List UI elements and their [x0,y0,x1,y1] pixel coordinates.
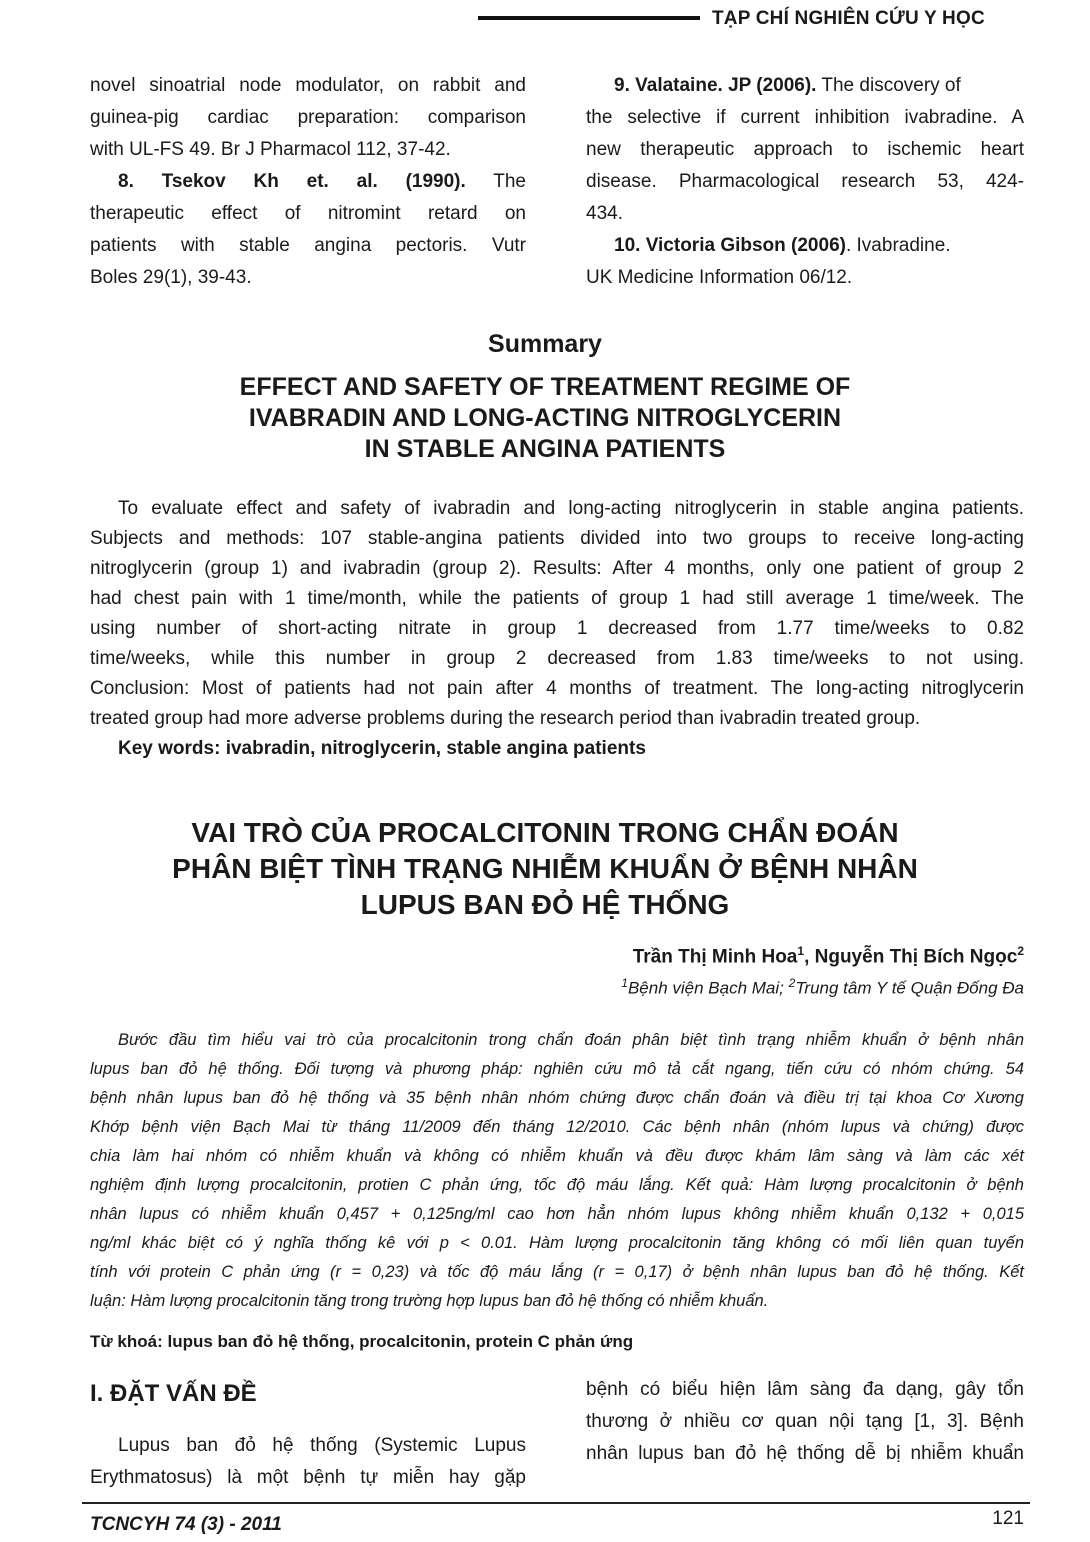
ref-authors: 8. Tsekov Kh et. al. (1990). [118,171,466,192]
ref-line: with UL-FS 49. Br J Pharmacol 112, 37-42. [90,139,451,160]
affiliation: Trung tâm Y tế Quận Đống Đa [795,978,1024,998]
body-left-column [90,1430,526,1494]
abstract-line: treated group had more adverse problems during the research period than ivabradin treated group. [90,708,921,729]
ref-line: 434. [586,203,623,224]
page-number: 121 [992,1508,1024,1529]
body-line: Lupus ban đỏ hệ thống (Systemic Lupus [118,1435,526,1456]
ref-authors: 10. Victoria Gibson (2006) [614,235,846,256]
author-separator: , [804,946,815,968]
header-rule [478,16,700,20]
abstract-line: bệnh nhân lupus ban đỏ hệ thống và 35 bệnh nhân nhóm chứng được chẩn đoán và điều trị tại khoa Cơ Xương [90,1089,1024,1107]
affiliation-marker: 1 [797,944,805,958]
abstract-line: using number of short-acting nitrate in group 1 decreased from 1.77 time/weeks to 0.82 [90,618,1024,639]
references-right [586,70,1024,294]
body-line: bệnh có biểu hiện lâm sàng đa dạng, gây tổn [586,1379,1024,1400]
affiliation: Bệnh viện Bạch Mai; [627,978,789,998]
title-line: IN STABLE ANGINA PATIENTS [364,435,726,463]
author-name: Trần Thị Minh Hoa [632,946,798,968]
abstract-line: Subjects and methods: 107 stable-angina patients divided into two groups to receive long-acting [90,528,1024,549]
abstract-line: time/weeks, while this number in group 2 decreased from 1.83 time/weeks to not using. [90,648,1024,669]
ref-line: new therapeutic approach to ischemic heart [586,139,1024,160]
ref-line [586,70,1024,102]
ref-authors: 9. Valataine. JP (2006). [614,75,817,96]
title-line: LUPUS BAN ĐỎ HỆ THỐNG [360,889,730,920]
ref-text: The [465,171,526,192]
section-heading: I. ĐẶT VẤN ĐỀ [90,1380,257,1407]
title-line: EFFECT AND SAFETY OF TREATMENT REGIME OF [239,373,851,401]
journal-header: TẠP CHÍ NGHIÊN CỨU Y HỌC [712,8,985,29]
article-title [0,815,1090,923]
ref-line: disease. Pharmacological research 53, 424- [586,171,1024,192]
reference-9 [586,70,1024,230]
affiliation-marker: 1 [621,976,628,990]
article-affiliations [621,976,1024,999]
article-keywords: Từ khoá: lupus ban đỏ hệ thống, procalcitonin, protein C phản ứng [90,1332,634,1351]
reference-8 [90,166,526,294]
body-line: Erythmatosus) là một bệnh tự miễn hay gặp [90,1467,526,1488]
affiliation-marker: 2 [788,976,796,990]
abstract-line: had chest pain with 1 time/month, while the patients of group 1 had still average 1 time/week. The [90,588,1024,609]
title-line: VAI TRÒ CỦA PROCALCITONIN TRONG CHẨN ĐOÁN [191,817,899,848]
ref-text: . Ivabradine. [845,235,951,256]
abstract-line: nitroglycerin (group 1) and ivabradin (group 2). Results: After 4 months, only one patient of group 2 [90,558,1024,579]
abstract-line: chia làm hai nhóm có nhiễm khuẩn và không có nhiễm khuẩn và đều được khám lâm sàng và làm các xét [90,1147,1024,1165]
ref-line: Boles 29(1), 39-43. [90,267,252,288]
abstract-line: tính với protein C phản ứng (r = 0,23) và tốc độ máu lắng (r = 0,17) ở bệnh nhân lupus ban đỏ hệ thống. Kết [90,1263,1024,1281]
article-abstract [90,1026,1024,1316]
affiliation-marker: 2 [1017,944,1024,958]
abstract-line: nhân lupus có nhiễm khuẩn 0,457 + 0,125ng/ml cao hơn hẳn nhóm lupus không nhiễm khuẩn 0,132 + 0,015 [90,1205,1024,1223]
ref-text: The discovery of [816,75,961,96]
abstract-line: nghiệm định lượng procalcitonin, protien C phản ứng, tốc độ máu lắng. Kết quả: Hàm lượng procalcitonin ở bệnh [90,1176,1024,1194]
summary-keywords: Key words: ivabradin, nitroglycerin, stable angina patients [118,738,646,759]
summary-heading: Summary [488,330,602,358]
reference-7-continued [90,70,526,166]
footer-rule [82,1502,1030,1504]
ref-line: guinea-pig cardiac preparation: comparison [90,107,526,128]
ref-line: the selective if current inhibition ivabradine. A [586,107,1024,128]
ref-line: therapeutic effect of nitromint retard on [90,203,526,224]
summary-abstract [90,494,1024,764]
title-line: PHÂN BIỆT TÌNH TRẠNG NHIỄM KHUẨN Ở BỆNH NHÂN [172,853,918,884]
abstract-line: Conclusion: Most of patients had not pain after 4 months of treatment. The long-acting nitroglycerin [90,678,1024,699]
author-name: Nguyễn Thị Bích Ngọc [814,946,1018,968]
body-right-column [586,1374,1024,1470]
abstract-line: Bước đầu tìm hiểu vai trò của procalcitonin trong chẩn đoán phân biệt tình trạng nhiễm khuẩn ở bệnh nhân [118,1031,1024,1049]
reference-10 [586,230,1024,294]
body-line: nhân lupus ban đỏ hệ thống dễ bị nhiễm khuẩn [586,1443,1024,1464]
ref-line: novel sinoatrial node modulator, on rabbit and [90,75,526,96]
ref-line [586,230,1024,262]
summary-title [0,372,1090,465]
abstract-line: To evaluate effect and safety of ivabradin and long-acting nitroglycerin in stable angina patients. [118,498,1024,519]
ref-line [90,166,526,198]
footer-journal: TCNCYH 74 (3) - 2011 [90,1514,282,1535]
ref-line: UK Medicine Information 06/12. [586,267,853,288]
references-left [90,70,526,294]
title-line: IVABRADIN AND LONG-ACTING NITROGLYCERIN [248,404,842,432]
ref-line: patients with stable angina pectoris. Vutr [90,235,526,256]
body-line: thương ở nhiều cơ quan nội tạng [1, 3]. Bệnh [586,1411,1024,1432]
article-authors [633,944,1024,968]
abstract-line: Khớp bệnh viện Bạch Mai từ tháng 11/2009 đến tháng 12/2010. Các bệnh nhân (nhóm lupus và chứng) được [90,1118,1024,1136]
abstract-line: ng/ml khác biệt có ý nghĩa thống kê với p < 0.01. Hàm lượng procalcitonin tăng không có mối liên quan tuyến [90,1234,1024,1252]
abstract-line: lupus ban đỏ hệ thống. Đối tượng và phương pháp: nghiên cứu mô tả cắt ngang, tiến cứu có nhóm chứng. 54 [90,1060,1024,1078]
abstract-line: luận: Hàm lượng procalcitonin tăng trong trường hợp lupus ban đỏ hệ thống có nhiễm khuẩn. [90,1292,769,1310]
